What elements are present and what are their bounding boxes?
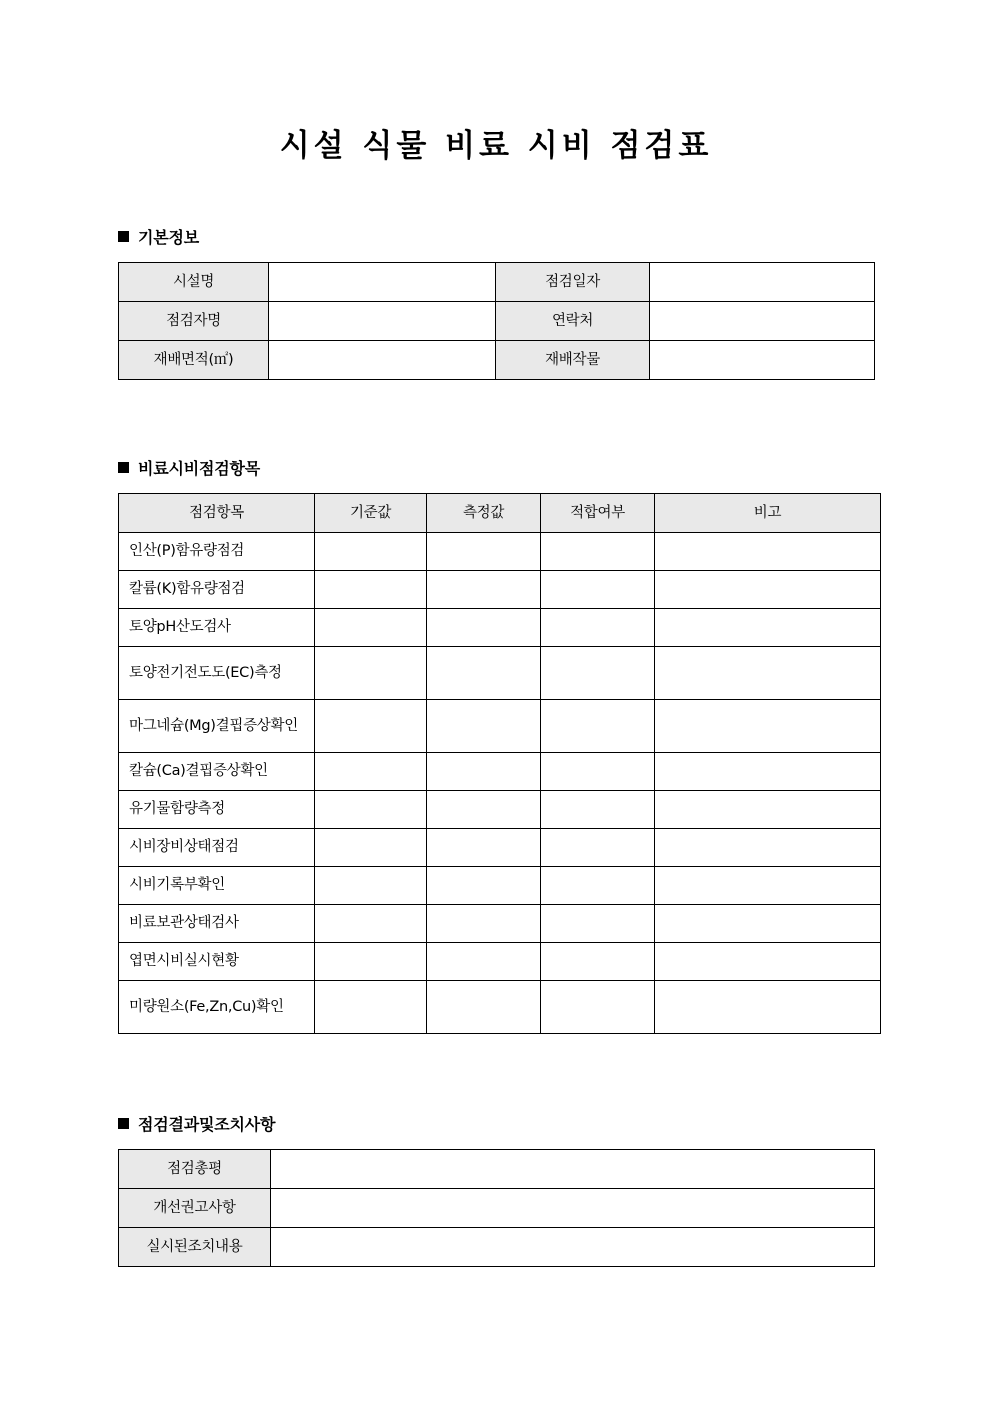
section-heading-basic-info-label: 기본정보 [138,228,200,248]
inspection-result-table [118,1149,875,1267]
basic-label-inspection-date: 점검일자 [496,263,650,302]
result-label-overall-review: 점검총평 [119,1150,271,1189]
table-row [119,981,881,1034]
checklist-standard-value[interactable] [315,571,427,609]
checklist-remarks-value[interactable] [655,571,881,609]
basic-label-facility-name: 시설명 [119,263,269,302]
checklist-item-label: 시비장비상태점검 [119,829,315,867]
checklist-standard-value[interactable] [315,867,427,905]
checklist-measured-value[interactable] [427,609,541,647]
table-row [119,1150,875,1189]
section-heading-checklist-label: 비료시비점검항목 [138,459,261,479]
checklist-standard-value[interactable] [315,829,427,867]
checklist-remarks-value[interactable] [655,905,881,943]
square-bullet-icon [118,231,129,242]
checklist-measured-value[interactable] [427,791,541,829]
table-header-row [119,494,881,533]
checklist-remarks-value[interactable] [655,533,881,571]
checklist-remarks-value[interactable] [655,829,881,867]
result-label-actions-taken: 실시된조치내용 [119,1228,271,1267]
checklist-conformity-value[interactable] [541,943,655,981]
checklist-measured-value[interactable] [427,571,541,609]
checklist-remarks-value[interactable] [655,753,881,791]
table-row [119,753,881,791]
checklist-standard-value[interactable] [315,905,427,943]
fertilizer-checklist-table [118,493,881,1034]
result-label-improvement-recommendations: 개선권고사항 [119,1189,271,1228]
table-row [119,302,875,341]
checklist-standard-value[interactable] [315,700,427,753]
square-bullet-icon [118,1118,129,1129]
checklist-remarks-value[interactable] [655,609,881,647]
checklist-item-label: 미량원소(Fe,Zn,Cu)확인 [119,981,315,1034]
table-row [119,1228,875,1267]
checklist-conformity-value[interactable] [541,753,655,791]
column-header-standard-value: 기준값 [315,494,427,533]
column-header-remarks: 비고 [655,494,881,533]
checklist-conformity-value[interactable] [541,647,655,700]
basic-label-cultivated-crop: 재배작물 [496,341,650,380]
checklist-item-label: 마그네슘(Mg)결핍증상확인 [119,700,315,753]
table-row [119,791,881,829]
basic-label-cultivation-area: 재배면적(㎡) [119,341,269,380]
checklist-remarks-value[interactable] [655,867,881,905]
checklist-remarks-value[interactable] [655,700,881,753]
checklist-measured-value[interactable] [427,647,541,700]
square-bullet-icon [118,462,129,473]
checklist-conformity-value[interactable] [541,571,655,609]
basic-value-facility-name[interactable] [269,263,496,302]
checklist-standard-value[interactable] [315,981,427,1034]
basic-value-cultivated-crop[interactable] [650,341,875,380]
table-row [119,609,881,647]
checklist-measured-value[interactable] [427,753,541,791]
checklist-item-label: 엽면시비실시현황 [119,943,315,981]
checklist-item-label: 인산(P)함유량점검 [119,533,315,571]
checklist-standard-value[interactable] [315,753,427,791]
checklist-measured-value[interactable] [427,829,541,867]
checklist-conformity-value[interactable] [541,981,655,1034]
checklist-item-label: 토양전기전도도(EC)측정 [119,647,315,700]
checklist-remarks-value[interactable] [655,981,881,1034]
checklist-conformity-value[interactable] [541,791,655,829]
checklist-standard-value[interactable] [315,647,427,700]
checklist-item-label: 유기물함량측정 [119,791,315,829]
checklist-standard-value[interactable] [315,943,427,981]
checklist-conformity-value[interactable] [541,609,655,647]
table-row [119,829,881,867]
column-header-item: 점검항목 [119,494,315,533]
table-row [119,905,881,943]
checklist-remarks-value[interactable] [655,647,881,700]
basic-value-cultivation-area[interactable] [269,341,496,380]
checklist-conformity-value[interactable] [541,829,655,867]
section-heading-results [118,1112,874,1135]
checklist-item-label: 칼륨(K)함유량점검 [119,571,315,609]
checklist-measured-value[interactable] [427,905,541,943]
section-heading-results-label: 점검결과및조치사항 [138,1115,276,1135]
basic-value-contact[interactable] [650,302,875,341]
table-row [119,263,875,302]
checklist-remarks-value[interactable] [655,791,881,829]
table-row [119,647,881,700]
checklist-standard-value[interactable] [315,609,427,647]
table-row [119,533,881,571]
checklist-conformity-value[interactable] [541,700,655,753]
column-header-conformity: 적합여부 [541,494,655,533]
checklist-item-label: 토양pH산도검사 [119,609,315,647]
checklist-measured-value[interactable] [427,700,541,753]
section-heading-checklist [118,456,874,479]
table-row [119,1189,875,1228]
table-row [119,943,881,981]
checklist-conformity-value[interactable] [541,867,655,905]
checklist-conformity-value[interactable] [541,533,655,571]
page-title: 시설 식물 비료 시비 점검표 [279,128,713,164]
column-header-measured-value: 측정값 [427,494,541,533]
table-row [119,341,875,380]
checklist-item-label: 비료보관상태검사 [119,905,315,943]
table-row [119,867,881,905]
table-row [119,700,881,753]
checklist-standard-value[interactable] [315,791,427,829]
result-value-improvement-recommendations[interactable] [271,1189,875,1228]
basic-label-contact: 연락처 [496,302,650,341]
checklist-measured-value[interactable] [427,533,541,571]
basic-info-table [118,262,875,380]
checklist-item-label: 시비기록부확인 [119,867,315,905]
basic-value-inspection-date[interactable] [650,263,875,302]
section-heading-basic-info [118,225,874,248]
checklist-conformity-value[interactable] [541,905,655,943]
basic-value-inspector-name[interactable] [269,302,496,341]
result-value-actions-taken[interactable] [271,1228,875,1267]
basic-label-inspector-name: 점검자명 [119,302,269,341]
checklist-measured-value[interactable] [427,867,541,905]
table-row [119,571,881,609]
checklist-measured-value[interactable] [427,981,541,1034]
checklist-item-label: 칼슘(Ca)결핍증상확인 [119,753,315,791]
checklist-measured-value[interactable] [427,943,541,981]
result-value-overall-review[interactable] [271,1150,875,1189]
checklist-remarks-value[interactable] [655,943,881,981]
checklist-standard-value[interactable] [315,533,427,571]
